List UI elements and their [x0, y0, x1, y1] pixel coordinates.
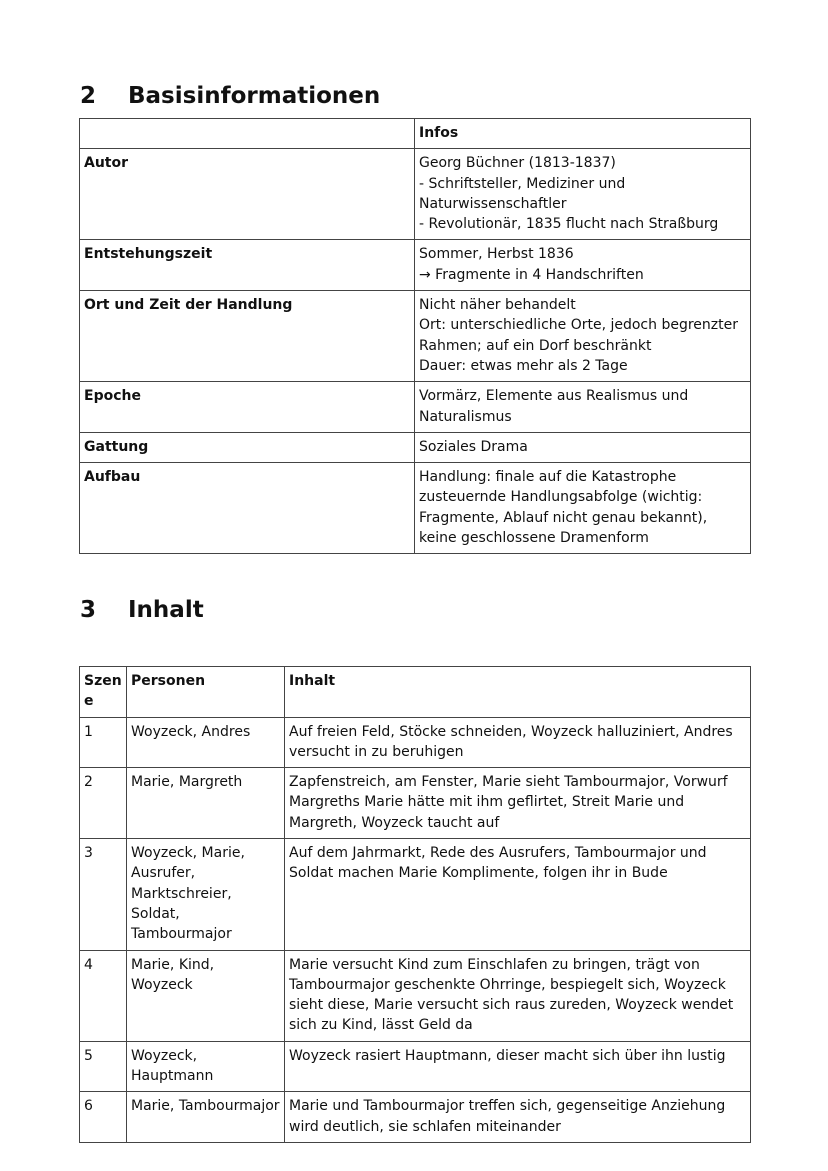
header-empty-cell	[80, 119, 415, 149]
table-row	[80, 463, 751, 554]
row-label: Epoche	[80, 382, 415, 433]
header-personen: Personen	[127, 667, 285, 718]
table-row	[80, 1092, 751, 1143]
inhalt-table	[79, 666, 751, 1143]
row-info: Sommer, Herbst 1836 → Fragmente in 4 Handschriften	[415, 240, 751, 291]
personen-cell: Woyzeck, Hauptmann	[127, 1041, 285, 1092]
table-header-row	[80, 667, 751, 718]
row-label: Entstehungszeit	[80, 240, 415, 291]
section-number: 3	[80, 597, 97, 623]
szene-cell: 4	[80, 950, 127, 1041]
personen-cell: Woyzeck, Marie, Ausrufer, Marktschreier, Soldat, Tambourmajor	[127, 839, 285, 950]
szene-cell: 6	[80, 1092, 127, 1143]
row-label: Gattung	[80, 432, 415, 462]
table-row	[80, 432, 751, 462]
row-info: Nicht näher behandelt Ort: unterschiedliche Orte, jedoch begrenzter Rahmen; auf ein Dorf beschränkt Dauer: etwas mehr als 2 Tage	[415, 291, 751, 382]
table-header-row	[80, 119, 751, 149]
table-row	[80, 839, 751, 950]
inhalt-cell: Zapfenstreich, am Fenster, Marie sieht Tambourmajor, Vorwurf Margreths Marie hätte mit ihm geflirtet, Streit Marie und Margreth, Woyzeck taucht auf	[285, 768, 751, 839]
szene-cell: 5	[80, 1041, 127, 1092]
personen-cell: Marie, Tambourmajor	[127, 1092, 285, 1143]
personen-cell: Marie, Kind, Woyzeck	[127, 950, 285, 1041]
header-szene: Szen e	[80, 667, 127, 718]
row-info: Soziales Drama	[415, 432, 751, 462]
inhalt-cell: Auf freien Feld, Stöcke schneiden, Woyzeck halluziniert, Andres versucht in zu beruhigen	[285, 717, 751, 768]
section-number: 2	[80, 83, 97, 109]
row-label: Aufbau	[80, 463, 415, 554]
table-row	[80, 1041, 751, 1092]
table-row	[80, 240, 751, 291]
header-infos: Infos	[415, 119, 751, 149]
inhalt-cell: Auf dem Jahrmarkt, Rede des Ausrufers, Tambourmajor und Soldat machen Marie Komplimente, folgen ihr in Bude	[285, 839, 751, 950]
basisinformationen-table	[79, 118, 751, 554]
row-info: Handlung: finale auf die Katastrophe zusteuernde Handlungsabfolge (wichtig: Fragmente, Ablauf nicht genau bekannt), keine geschlossene Dramenform	[415, 463, 751, 554]
section-heading-inhalt	[80, 596, 204, 624]
section-heading-basisinformationen	[80, 82, 380, 110]
inhalt-cell: Woyzeck rasiert Hauptmann, dieser macht sich über ihn lustig	[285, 1041, 751, 1092]
header-inhalt: Inhalt	[285, 667, 751, 718]
section-title: Basisinformationen	[128, 83, 381, 109]
table-row	[80, 950, 751, 1041]
row-label: Ort und Zeit der Handlung	[80, 291, 415, 382]
section-title: Inhalt	[128, 597, 204, 623]
row-label: Autor	[80, 149, 415, 240]
inhalt-cell: Marie und Tambourmajor treffen sich, gegenseitige Anziehung wird deutlich, sie schlafen miteinander	[285, 1092, 751, 1143]
table-row	[80, 291, 751, 382]
szene-cell: 1	[80, 717, 127, 768]
szene-cell: 2	[80, 768, 127, 839]
row-info: Vormärz, Elemente aus Realismus und Naturalismus	[415, 382, 751, 433]
table-row	[80, 149, 751, 240]
table-row	[80, 382, 751, 433]
personen-cell: Woyzeck, Andres	[127, 717, 285, 768]
szene-cell: 3	[80, 839, 127, 950]
row-info: Georg Büchner (1813-1837) - Schriftsteller, Mediziner und Naturwissenschaftler - Revolutionär, 1835 flucht nach Straßburg	[415, 149, 751, 240]
table-row	[80, 717, 751, 768]
inhalt-cell: Marie versucht Kind zum Einschlafen zu bringen, trägt von Tambourmajor geschenkte Ohrringe, bespiegelt sich, Woyzeck sieht diese, Marie versucht sich raus zureden, Woyzeck wendet sich zu Kind, lässt Geld da	[285, 950, 751, 1041]
personen-cell: Marie, Margreth	[127, 768, 285, 839]
table-row	[80, 768, 751, 839]
